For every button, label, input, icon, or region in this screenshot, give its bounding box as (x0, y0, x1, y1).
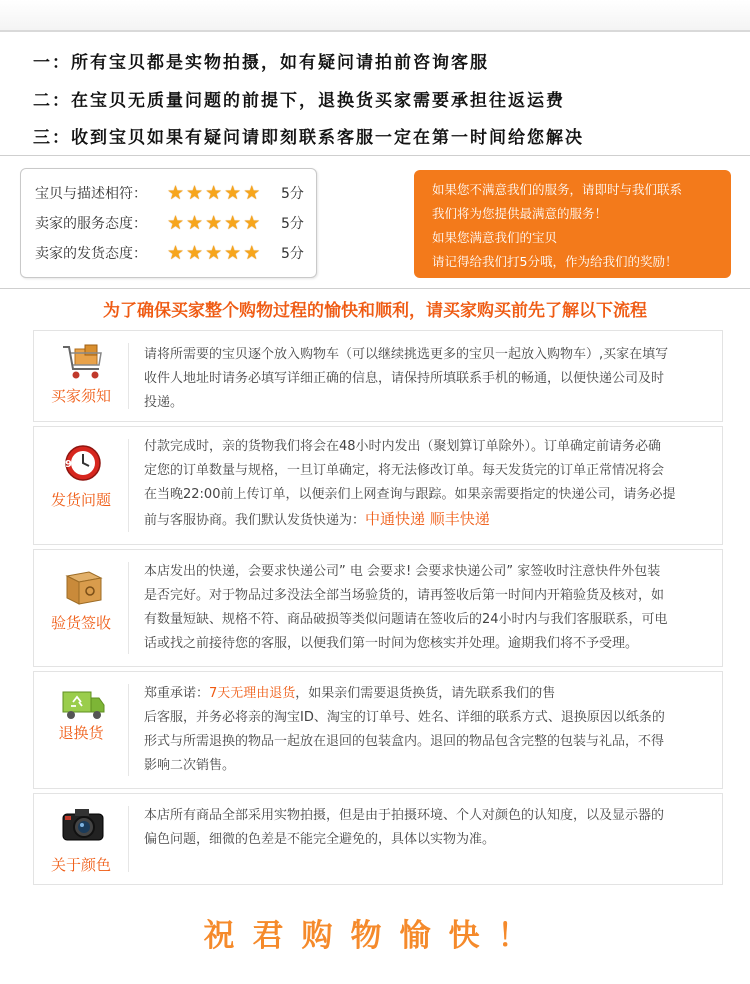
star-icon: ★ (243, 212, 261, 234)
star-icon: ★ (224, 182, 242, 204)
section-text-line (144, 682, 714, 706)
rating-label: 卖家的发货态度： (35, 246, 147, 262)
closing-message: 祝君购物愉快！ (203, 918, 547, 954)
recycle-truck-icon (59, 684, 107, 724)
rating-divider (0, 288, 750, 289)
top-divider (0, 30, 750, 32)
promo-line-3: 如果您满意我们的宝贝 (432, 230, 558, 245)
star-icon: ★ (205, 212, 223, 234)
section-divider (128, 806, 129, 872)
section-text-line: 影响二次销售。 (144, 758, 236, 773)
section-body (144, 343, 714, 415)
section-text-line: 投递。 (144, 395, 184, 410)
section-text-line: 后客服，并务必将亲的淘宝ID、淘宝的订单号、姓名、详细的联系方式、退换原因以纸条的 (144, 710, 665, 725)
notice-3: 三：收到宝贝如果有疑问请即刻联系客服一定在第一时间给您解决 (33, 128, 584, 148)
section-header (34, 794, 128, 884)
star-icon: ★ (186, 182, 204, 204)
star-icon: ★ (167, 182, 185, 204)
notice-1: 一：所有宝贝都是实物拍摄，如有疑问请拍前咨询客服 (33, 53, 489, 73)
rating-row-shipping (35, 241, 304, 265)
return-policy-highlight: 7天无理由退货 (209, 686, 296, 701)
section-text: 前与客服协商。我们默认发货快递为： (144, 513, 366, 528)
section-text-line: 在当晚22:00前上传订单，以便亲们上网查询与跟踪。如果亲需要指定的快递公司，请务必提 (144, 487, 676, 502)
section-body (144, 435, 714, 533)
rating-row-service (35, 211, 304, 235)
star-icon: ★ (224, 242, 242, 264)
star-icon: ★ (205, 242, 223, 264)
section-buyer-notice (33, 330, 723, 422)
section-shipping (33, 426, 723, 545)
section-divider (128, 439, 129, 532)
section-text-line: 偏色问题，细微的色差是不能完全避免的，具体以实物为准。 (144, 832, 496, 847)
section-text-line: 收件人地址时请务必填写详细正确的信息，请保持所填联系手机的畅通，以便快递公司及时 (144, 371, 665, 386)
section-divider (128, 343, 129, 409)
camera-icon (59, 804, 107, 844)
rating-row-description (35, 181, 304, 205)
five-star-rating (167, 213, 281, 233)
section-text: 郑重承诺： (144, 686, 210, 701)
star-icon: ★ (205, 182, 223, 204)
section-text-line: 话或找之前接待您的客服，以便我们第一时间为您核实并处理。逾期我们将不予受理。 (144, 636, 639, 651)
default-courier: 中通快递 顺丰快递 (365, 510, 490, 528)
star-icon: ★ (167, 242, 185, 264)
section-divider (128, 684, 129, 776)
rating-score: 5分 (281, 186, 304, 202)
section-label: 验货签收 (50, 614, 111, 632)
section-text-line: 本店所有商品全部采用实物拍摄，但是由于拍摄环境、个人对颜色的认知度，以及显示器的 (144, 808, 665, 823)
rating-label: 卖家的服务态度： (35, 216, 147, 232)
section-text-line: 有数量短缺、规格不符、商品破损等类似问题请在签收后的24小时内与我们客服联系，可电 (144, 612, 668, 627)
section-label: 发货问题 (50, 491, 111, 509)
section-text-line: 本店发出的快递，会要求快递公司” 电 会要求! 会要求快递公司” 家签收时注意快件外包装 (144, 564, 661, 579)
section-inspection (33, 549, 723, 667)
section-divider (128, 562, 129, 654)
flow-title: 为了确保买家整个购物过程的愉快和顺利，请买家购买前先了解以下流程 (103, 301, 647, 321)
svg-text:9: 9 (65, 459, 72, 470)
rating-box (20, 168, 317, 278)
section-body (144, 804, 714, 852)
five-star-rating (167, 183, 281, 203)
promo-line-4: 请记得给我们打5分哦，作为给我们的奖励！ (432, 254, 678, 269)
section-text-line: 请将所需要的宝贝逐个放入购物车（可以继续挑选更多的宝贝一起放入购物车）,买家在填写 (144, 347, 669, 362)
section-label: 退换货 (58, 724, 104, 742)
notice-2: 二：在宝贝无质量问题的前提下，退换货买家需要承担往返运费 (33, 91, 565, 111)
section-text-line: 形式与所需退换的物品一起放在退回的包装盒内。退回的物品包含完整的包装与礼品，不得 (144, 734, 665, 749)
section-label: 买家须知 (50, 387, 111, 405)
rating-label: 宝贝与描述相符： (35, 186, 147, 202)
section-header (34, 550, 128, 666)
top-banner-strip (0, 0, 750, 30)
clock-icon (59, 443, 107, 483)
section-text-line: 付款完成时，亲的货物我们将会在48小时内发出（聚划算订单除外）。订单确定前请务必确 (144, 439, 662, 454)
promo-line-1: 如果您不满意我们的服务，请即时与我们联系 (432, 182, 683, 197)
star-icon: ★ (186, 242, 204, 264)
star-icon: ★ (186, 212, 204, 234)
section-color (33, 793, 723, 885)
section-text-line: 定您的订单数量与规格，一旦订单确定，将无法修改订单。每天发货完的订单正常情况将会 (144, 463, 665, 478)
five-star-rating (167, 243, 281, 263)
star-icon: ★ (224, 212, 242, 234)
notices-divider (0, 155, 750, 156)
section-body (144, 682, 714, 778)
promo-line-2: 我们将为您提供最满意的服务！ (432, 206, 608, 221)
section-returns (33, 671, 723, 789)
section-header (34, 427, 128, 544)
section-label: 关于颜色 (50, 856, 111, 874)
rating-score: 5分 (281, 246, 304, 262)
star-icon: ★ (167, 212, 185, 234)
promo-box (414, 170, 731, 278)
section-text: ，如果亲们需要退货换货，请先联系我们的售 (295, 686, 556, 701)
section-header (34, 672, 128, 788)
section-text-line: 是否完好。对于物品过多没法全部当场验货的，请再签收后第一时间内开箱验货及核对，如 (144, 588, 665, 603)
star-icon: ★ (243, 182, 261, 204)
package-box-icon (59, 566, 107, 606)
star-icon: ★ (243, 242, 261, 264)
section-text-line (144, 507, 714, 533)
section-header (34, 331, 128, 421)
rating-score: 5分 (281, 216, 304, 232)
shopping-cart-icon (59, 343, 107, 383)
section-body (144, 560, 714, 656)
